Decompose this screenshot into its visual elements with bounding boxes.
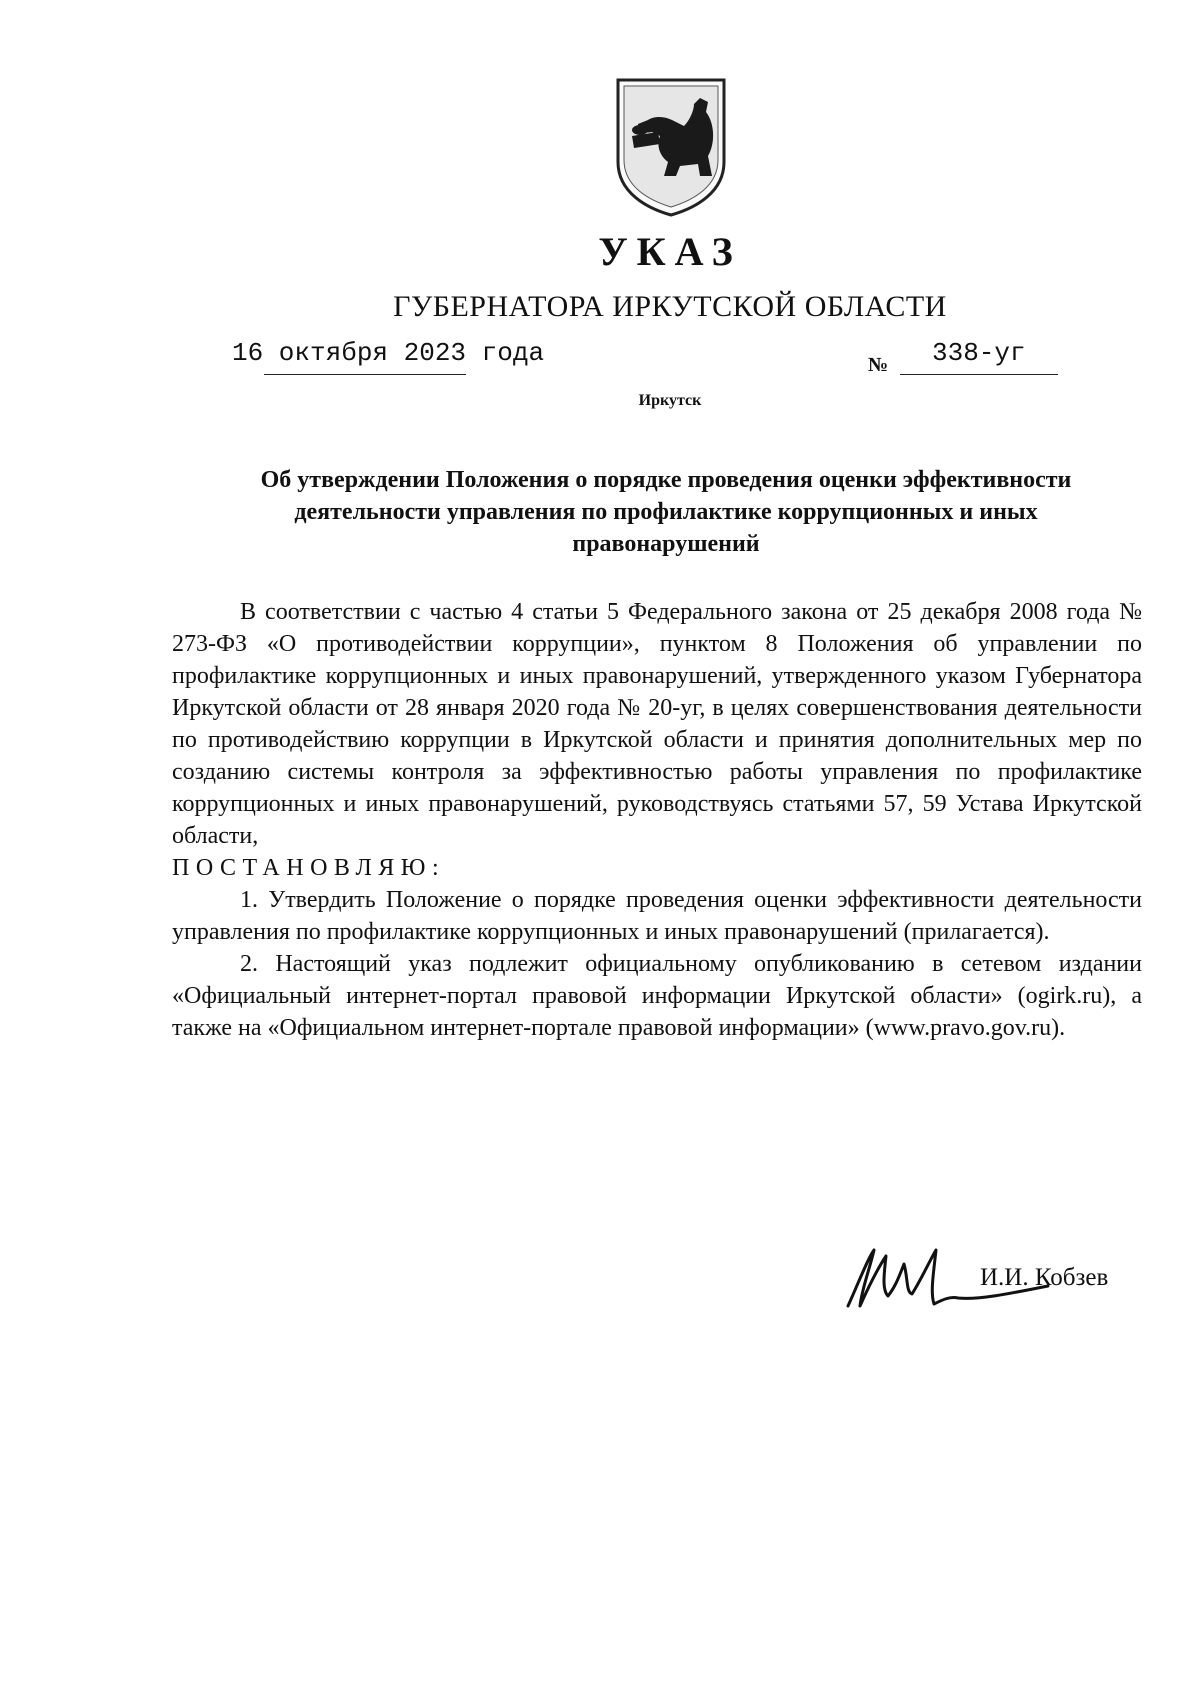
number-underline [900,374,1058,375]
date-underline [264,374,466,375]
decree-body [172,596,1142,1044]
document-title: УКАЗ [598,229,742,274]
decree-date: 16 октября 2023 года [232,338,545,368]
preamble-paragraph: В соответствии с частью 4 статьи 5 Федерального закона от 25 декабря 2008 года № 273-ФЗ «О противодействии коррупции», пунктом 8 Положения об управлении по профилактике коррупционных и иных правонарушений, утвержденного указом Губернатора Иркутской области от 28 января 2020 года № 20-уг, в целях совершенствования деятельности по противодействию коррупции в Иркутской области и принятия дополнительных мер по созданию системы контроля за эффективностью работы управления по профилактике коррупционных и иных правонарушений, руководствуясь статьями 57, 59 Устава Иркутской области, [172,599,1142,849]
irkutsk-coat-of-arms-icon [614,76,728,218]
decree-number: 338-уг [932,338,1026,368]
issuer-title: ГУБЕРНАТОРА ИРКУТСКОЙ ОБЛАСТИ [393,290,947,323]
decree-keyword: ПОСТАНОВЛЯЮ: [172,855,446,881]
item-2-paragraph: 2. Настоящий указ подлежит официальному опубликованию в сетевом издании «Официальный интернет-портал правовой информации Иркутской области» (ogirk.ru), а также на «Официальном интернет-портале правовой информации» (www.pravo.gov.ru). [172,951,1142,1041]
signer-name: И.И. Кобзев [980,1264,1109,1291]
item-1-paragraph: 1. Утвердить Положение о порядке проведения оценки эффективности деятельности управления по профилактике коррупционных и иных правонарушений (прилагается). [172,887,1142,945]
number-sign: № [868,354,889,376]
decree-heading: Об утверждении Положения о порядке проведения оценки эффективности деятельности управления по профилактике коррупционных и иных правонарушений [260,467,1072,557]
issue-city: Иркутск [638,392,702,409]
